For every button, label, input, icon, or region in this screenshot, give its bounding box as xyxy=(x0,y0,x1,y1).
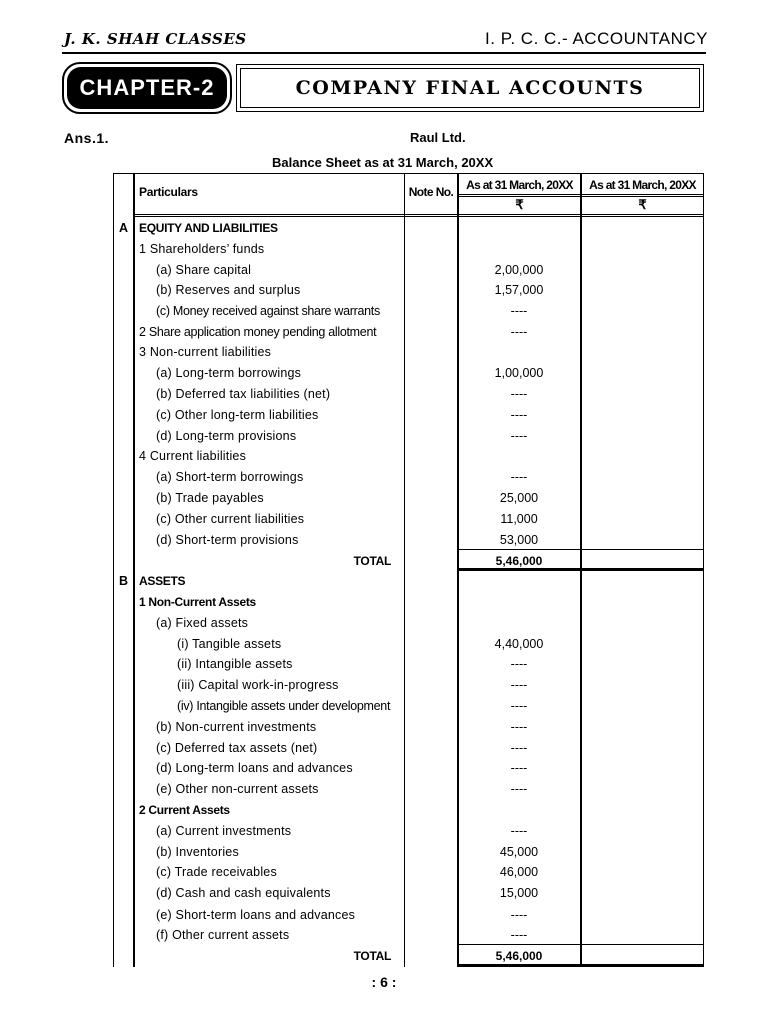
amount-cell: ---- xyxy=(510,761,528,775)
particular-label: (c) Other current liabilities xyxy=(156,512,305,526)
particular-label: (b) Deferred tax liabilities (net) xyxy=(156,387,331,401)
statement-title: Balance Sheet as at 31 March, 20XX xyxy=(272,155,494,170)
particular-label: (b) Reserves and surplus xyxy=(156,283,301,297)
institute-name: J. K. SHAH CLASSES xyxy=(64,30,247,48)
particular-label: (c) Trade receivables xyxy=(156,865,277,879)
amount-cell: ---- xyxy=(510,824,528,838)
particular-label: 3 Non-current liabilities xyxy=(139,345,272,359)
amount-cell: 2,00,000 xyxy=(494,263,544,277)
amount-cell: 25,000 xyxy=(499,491,539,505)
total-amount: 5,46,000 xyxy=(495,949,543,963)
particular-label: (d) Cash and cash equivalents xyxy=(156,886,331,900)
amount-cell: ---- xyxy=(510,387,528,401)
particular-label: (a) Short-term borrowings xyxy=(156,470,304,484)
page-number: : 6 : xyxy=(371,974,397,990)
chapter-label: CHAPTER-2 xyxy=(67,67,227,109)
currency-symbol-current: ₹ xyxy=(515,197,524,212)
particular-label: (b) Inventories xyxy=(156,845,239,859)
particular-label: (ii) Intangible assets xyxy=(177,657,293,671)
header-bottom-rule xyxy=(133,214,704,215)
amount-cell: 1,00,000 xyxy=(494,366,544,380)
section-key: A xyxy=(119,221,129,235)
amount-cell: ---- xyxy=(510,741,528,755)
header-rule xyxy=(62,52,706,54)
particular-label: 4 Current liabilities xyxy=(139,449,247,463)
particular-label: 1 Non-Current Assets xyxy=(139,595,256,609)
total-rule xyxy=(458,964,704,967)
col-header-current-year: As at 31 March, 20XX xyxy=(466,178,573,192)
column-divider xyxy=(404,173,405,967)
particular-label: 1 Shareholders’ funds xyxy=(139,242,265,256)
particular-label: (c) Other long-term liabilities xyxy=(156,408,319,422)
section-key: B xyxy=(119,574,129,588)
particular-label: (e) Other non-current assets xyxy=(156,782,319,796)
balance-sheet-table xyxy=(113,173,704,967)
particular-label: (a) Share capital xyxy=(156,263,252,277)
particular-label: (iii) Capital work-in-progress xyxy=(177,678,339,692)
table-border-top xyxy=(113,173,704,174)
particular-label: (b) Non-current investments xyxy=(156,720,317,734)
particular-label: 2 Current Assets xyxy=(139,803,230,817)
chapter-title: COMPANY FINAL ACCOUNTS xyxy=(240,68,700,108)
amount-cell: 46,000 xyxy=(499,865,539,879)
col-header-note: Note No. xyxy=(408,185,454,199)
particular-label: (a) Current investments xyxy=(156,824,292,838)
amount-cell: ---- xyxy=(510,429,528,443)
total-label: TOTAL xyxy=(353,554,391,568)
particular-label: (a) Long-term borrowings xyxy=(156,366,302,380)
column-divider xyxy=(134,173,135,967)
amount-cell: ---- xyxy=(510,782,528,796)
total-amount: 5,46,000 xyxy=(495,554,543,568)
particular-label: (b) Trade payables xyxy=(156,491,264,505)
col-header-particulars: Particulars xyxy=(139,185,198,199)
amount-cell: 15,000 xyxy=(499,886,539,900)
total-label: TOTAL xyxy=(353,949,391,963)
header-divider xyxy=(458,196,704,197)
particular-label: (c) Money received against share warrants xyxy=(156,304,380,318)
amount-cell: ---- xyxy=(510,470,528,484)
total-rule xyxy=(458,944,704,945)
particular-label: (f) Other current assets xyxy=(156,928,290,942)
col-header-previous-year: As at 31 March, 20XX xyxy=(589,178,696,192)
particular-label: (d) Long-term provisions xyxy=(156,429,297,443)
particular-label: (a) Fixed assets xyxy=(156,616,249,630)
amount-cell: ---- xyxy=(510,304,528,318)
amount-cell: ---- xyxy=(510,657,528,671)
amount-cell: ---- xyxy=(510,699,528,713)
amount-cell: 53,000 xyxy=(499,533,539,547)
subject-title: I. P. C. C.- ACCOUNTANCY xyxy=(485,29,708,48)
header-divider xyxy=(458,194,704,195)
amount-cell: 45,000 xyxy=(499,845,539,859)
particular-label: 2 Share application money pending allotment xyxy=(139,325,377,339)
amount-cell: ---- xyxy=(510,678,528,692)
amount-cell: ---- xyxy=(510,325,528,339)
total-rule xyxy=(458,568,704,571)
particular-label: (e) Short-term loans and advances xyxy=(156,908,356,922)
amount-cell: ---- xyxy=(510,908,528,922)
table-border-left xyxy=(113,173,114,967)
total-rule xyxy=(458,549,704,550)
chapter-badge xyxy=(62,62,232,114)
particular-label: EQUITY AND LIABILITIES xyxy=(139,221,278,235)
particular-label: ASSETS xyxy=(139,574,186,588)
header-bottom-rule xyxy=(133,216,704,217)
company-name: Raul Ltd. xyxy=(410,130,466,145)
amount-cell: ---- xyxy=(510,720,528,734)
particular-label: (d) Short-term provisions xyxy=(156,533,299,547)
particular-label: (d) Long-term loans and advances xyxy=(156,761,353,775)
particular-label: (iv) Intangible assets under development xyxy=(177,699,391,713)
answer-label: Ans.1. xyxy=(64,130,110,146)
amount-cell: 1,57,000 xyxy=(494,283,544,297)
amount-cell: 11,000 xyxy=(500,512,538,526)
chapter-title-box xyxy=(236,64,704,112)
currency-symbol-previous: ₹ xyxy=(638,197,647,212)
amount-cell: ---- xyxy=(510,408,528,422)
particular-label: (i) Tangible assets xyxy=(177,637,282,651)
particular-label: (c) Deferred tax assets (net) xyxy=(156,741,318,755)
amount-cell: ---- xyxy=(510,928,528,942)
amount-cell: 4,40,000 xyxy=(494,637,544,651)
